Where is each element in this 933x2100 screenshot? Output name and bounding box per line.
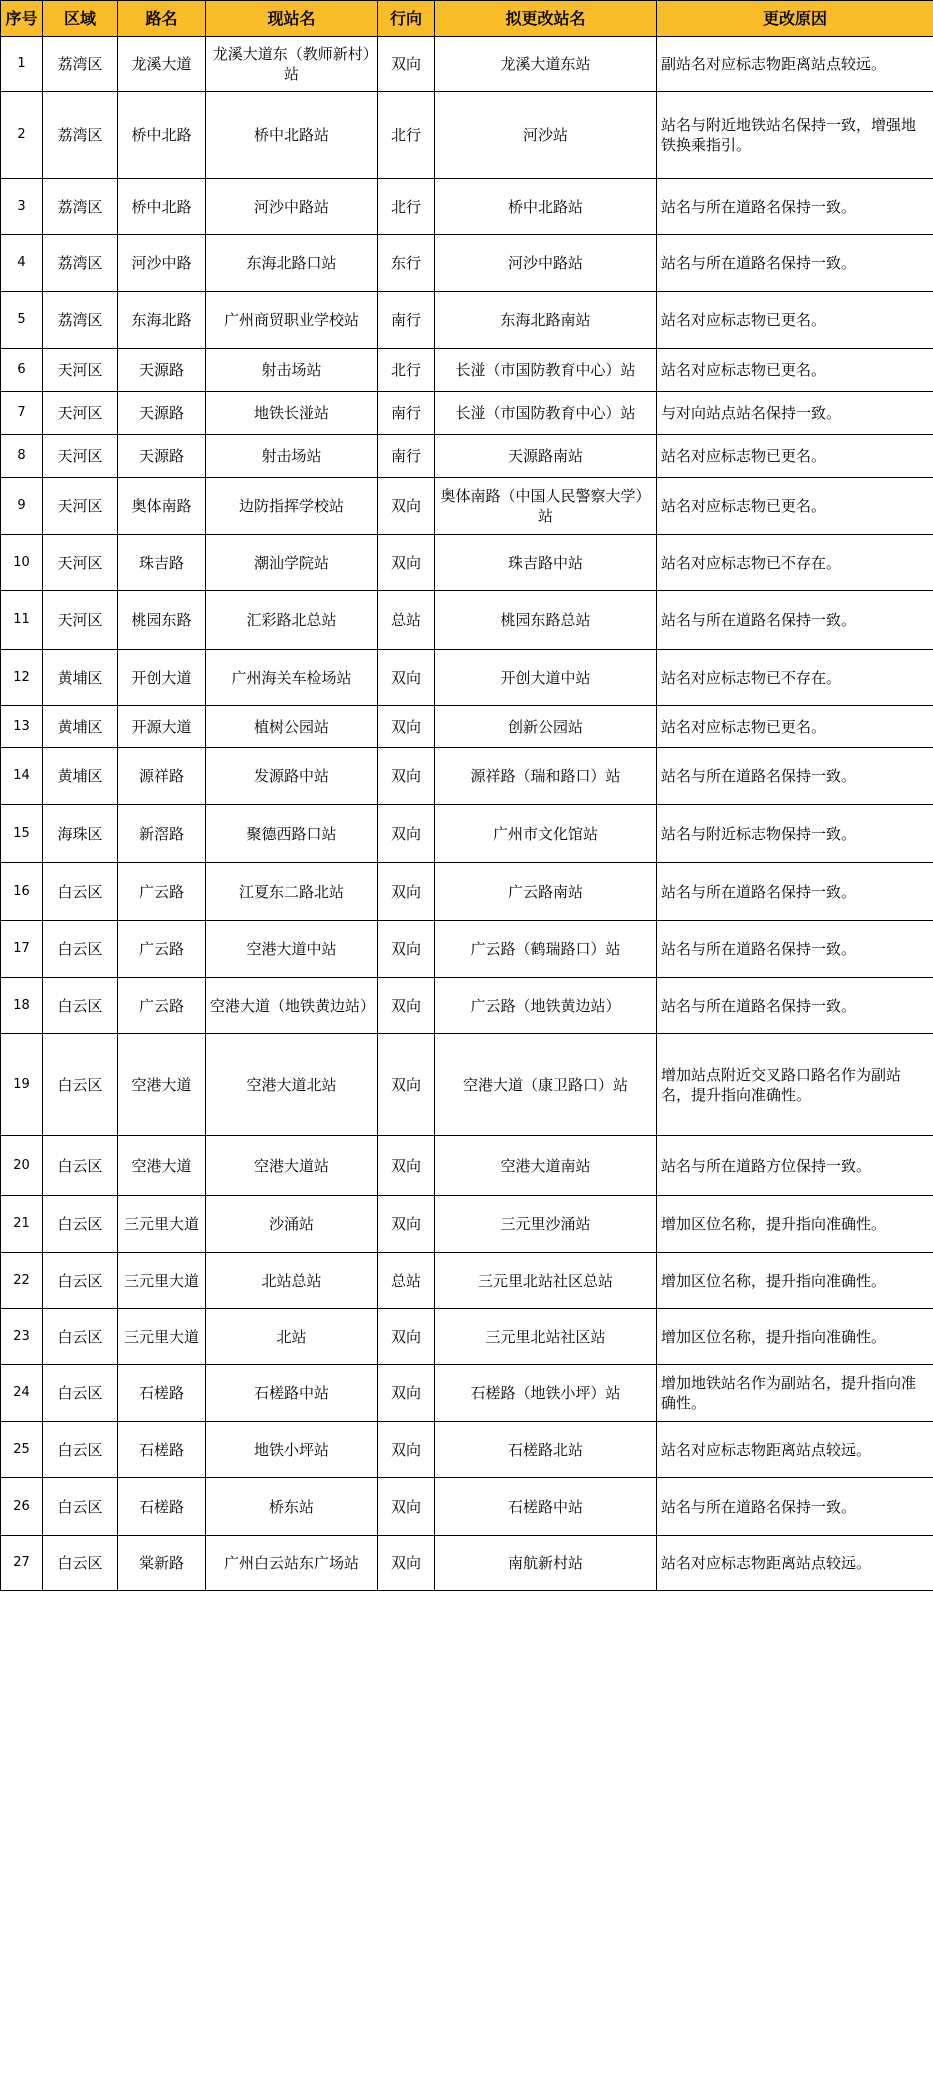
table-row (1, 1253, 933, 1309)
district-cell: 荔湾区 (43, 235, 118, 292)
current-station-cell: 桥中北路站 (206, 92, 378, 179)
reason-cell: 站名对应标志物已更名。 (657, 292, 933, 349)
seq-cell: 17 (1, 921, 43, 978)
reason-cell: 站名与所在道路名保持一致。 (657, 978, 933, 1034)
table-row (1, 535, 933, 591)
direction-cell: 双向 (378, 1536, 435, 1591)
table-row (1, 292, 933, 349)
direction-cell: 双向 (378, 1136, 435, 1196)
direction-cell: 双向 (378, 1309, 435, 1365)
seq-cell: 9 (1, 478, 43, 535)
reason-cell: 站名与附近标志物保持一致。 (657, 805, 933, 863)
road-cell: 三元里大道 (118, 1253, 206, 1309)
seq-cell: 18 (1, 978, 43, 1034)
seq-cell: 6 (1, 349, 43, 392)
direction-cell: 双向 (378, 37, 435, 92)
seq-cell: 2 (1, 92, 43, 179)
road-cell: 棠新路 (118, 1536, 206, 1591)
seq-cell: 25 (1, 1422, 43, 1478)
current-station-cell: 空港大道站 (206, 1136, 378, 1196)
district-cell: 荔湾区 (43, 179, 118, 235)
direction-cell: 北行 (378, 92, 435, 179)
table-row (1, 978, 933, 1034)
table-row (1, 591, 933, 650)
current-station-cell: 空港大道北站 (206, 1034, 378, 1136)
direction-cell: 双向 (378, 863, 435, 921)
proposed-station-cell: 河沙站 (435, 92, 657, 179)
proposed-station-cell: 长湴（市国防教育中心）站 (435, 392, 657, 435)
district-cell: 白云区 (43, 1034, 118, 1136)
proposed-station-cell: 石槎路北站 (435, 1422, 657, 1478)
seq-cell: 23 (1, 1309, 43, 1365)
direction-cell: 总站 (378, 591, 435, 650)
seq-cell: 24 (1, 1365, 43, 1422)
seq-cell: 15 (1, 805, 43, 863)
table-row (1, 1422, 933, 1478)
proposed-station-cell: 河沙中路站 (435, 235, 657, 292)
table-row (1, 179, 933, 235)
table-row (1, 1365, 933, 1422)
district-cell: 黄埔区 (43, 748, 118, 805)
seq-cell: 16 (1, 863, 43, 921)
direction-cell: 双向 (378, 921, 435, 978)
proposed-station-cell: 源祥路（瑞和路口）站 (435, 748, 657, 805)
road-cell: 龙溪大道 (118, 37, 206, 92)
proposed-station-cell: 广州市文化馆站 (435, 805, 657, 863)
proposed-station-cell: 石槎路中站 (435, 1478, 657, 1536)
seq-cell: 20 (1, 1136, 43, 1196)
road-cell: 开创大道 (118, 650, 206, 706)
current-station-cell: 边防指挥学校站 (206, 478, 378, 535)
seq-cell: 8 (1, 435, 43, 478)
reason-cell: 站名与所在道路名保持一致。 (657, 591, 933, 650)
district-cell: 白云区 (43, 1422, 118, 1478)
seq-header: 序号 (1, 1, 43, 37)
seq-cell: 21 (1, 1196, 43, 1253)
road-cell: 桥中北路 (118, 179, 206, 235)
seq-cell: 5 (1, 292, 43, 349)
road-cell: 空港大道 (118, 1136, 206, 1196)
district-cell: 白云区 (43, 1196, 118, 1253)
table-row (1, 1478, 933, 1536)
seq-cell: 22 (1, 1253, 43, 1309)
current-station-cell: 植树公园站 (206, 706, 378, 748)
seq-cell: 13 (1, 706, 43, 748)
current-station-cell: 空港大道（地铁黄边站） (206, 978, 378, 1034)
district-cell: 天河区 (43, 435, 118, 478)
road-cell: 桃园东路 (118, 591, 206, 650)
reason-cell: 站名与所在道路名保持一致。 (657, 921, 933, 978)
seq-cell: 10 (1, 535, 43, 591)
road-cell: 天源路 (118, 435, 206, 478)
district-header: 区域 (43, 1, 118, 37)
road-cell: 新滘路 (118, 805, 206, 863)
district-cell: 荔湾区 (43, 92, 118, 179)
table-row (1, 235, 933, 292)
road-cell: 广云路 (118, 863, 206, 921)
reason-cell: 站名与所在道路名保持一致。 (657, 235, 933, 292)
table-row (1, 748, 933, 805)
reason-cell: 增加区位名称，提升指向准确性。 (657, 1309, 933, 1365)
seq-cell: 12 (1, 650, 43, 706)
district-cell: 荔湾区 (43, 37, 118, 92)
seq-cell: 4 (1, 235, 43, 292)
proposed-station-cell: 长湴（市国防教育中心）站 (435, 349, 657, 392)
table-header (1, 1, 933, 37)
direction-cell: 北行 (378, 179, 435, 235)
reason-cell: 站名对应标志物已更名。 (657, 349, 933, 392)
table-row (1, 1196, 933, 1253)
current-station-cell: 河沙中路站 (206, 179, 378, 235)
header-row (1, 1, 933, 37)
direction-cell: 总站 (378, 1253, 435, 1309)
current-station-cell: 射击场站 (206, 435, 378, 478)
district-cell: 天河区 (43, 478, 118, 535)
direction-cell: 双向 (378, 1196, 435, 1253)
district-cell: 白云区 (43, 1136, 118, 1196)
road-cell: 石槎路 (118, 1422, 206, 1478)
direction-cell: 双向 (378, 805, 435, 863)
proposed-station-cell: 珠吉路中站 (435, 535, 657, 591)
reason-cell: 站名对应标志物已不存在。 (657, 535, 933, 591)
current-station-cell: 地铁小坪站 (206, 1422, 378, 1478)
direction-cell: 双向 (378, 1478, 435, 1536)
reason-cell: 增加站点附近交叉路口路名作为副站名，提升指向准确性。 (657, 1034, 933, 1136)
proposed-station-cell: 天源路南站 (435, 435, 657, 478)
road-cell: 广云路 (118, 921, 206, 978)
direction-cell: 双向 (378, 478, 435, 535)
reason-cell: 站名对应标志物已不存在。 (657, 650, 933, 706)
current-station-cell: 桥东站 (206, 1478, 378, 1536)
current-station-cell: 龙溪大道东（教师新村）站 (206, 37, 378, 92)
road-cell: 珠吉路 (118, 535, 206, 591)
table-row (1, 1034, 933, 1136)
district-cell: 白云区 (43, 921, 118, 978)
road-cell: 桥中北路 (118, 92, 206, 179)
direction-cell: 双向 (378, 978, 435, 1034)
road-cell: 空港大道 (118, 1034, 206, 1136)
proposed-station-cell: 开创大道中站 (435, 650, 657, 706)
road-cell: 广云路 (118, 978, 206, 1034)
road-cell: 天源路 (118, 392, 206, 435)
proposed-station-cell: 东海北路南站 (435, 292, 657, 349)
reason-cell: 站名与所在道路名保持一致。 (657, 1478, 933, 1536)
table-row (1, 92, 933, 179)
direction-cell: 双向 (378, 706, 435, 748)
proposed-station-header: 拟更改站名 (435, 1, 657, 37)
reason-header: 更改原因 (657, 1, 933, 37)
current-station-cell: 潮汕学院站 (206, 535, 378, 591)
current-station-cell: 沙涌站 (206, 1196, 378, 1253)
table-row (1, 1536, 933, 1591)
current-station-cell: 石槎路中站 (206, 1365, 378, 1422)
proposed-station-cell: 南航新村站 (435, 1536, 657, 1591)
table-row (1, 650, 933, 706)
reason-cell: 增加区位名称，提升指向准确性。 (657, 1196, 933, 1253)
district-cell: 黄埔区 (43, 650, 118, 706)
seq-cell: 27 (1, 1536, 43, 1591)
direction-cell: 双向 (378, 1422, 435, 1478)
district-cell: 天河区 (43, 591, 118, 650)
district-cell: 天河区 (43, 349, 118, 392)
table-row (1, 921, 933, 978)
current-station-cell: 地铁长湴站 (206, 392, 378, 435)
current-station-cell: 北站 (206, 1309, 378, 1365)
reason-cell: 增加区位名称，提升指向准确性。 (657, 1253, 933, 1309)
current-station-cell: 汇彩路北总站 (206, 591, 378, 650)
reason-cell: 站名对应标志物已更名。 (657, 435, 933, 478)
current-station-cell: 江夏东二路北站 (206, 863, 378, 921)
table-row (1, 349, 933, 392)
road-cell: 天源路 (118, 349, 206, 392)
reason-cell: 站名与所在道路名保持一致。 (657, 748, 933, 805)
direction-cell: 双向 (378, 650, 435, 706)
road-cell: 石槎路 (118, 1365, 206, 1422)
road-cell: 东海北路 (118, 292, 206, 349)
district-cell: 天河区 (43, 392, 118, 435)
proposed-station-cell: 空港大道南站 (435, 1136, 657, 1196)
road-cell: 石槎路 (118, 1478, 206, 1536)
reason-cell: 站名与附近地铁站名保持一致，增强地铁换乘指引。 (657, 92, 933, 179)
road-cell: 三元里大道 (118, 1309, 206, 1365)
district-cell: 天河区 (43, 535, 118, 591)
district-cell: 黄埔区 (43, 706, 118, 748)
proposed-station-cell: 空港大道（康卫路口）站 (435, 1034, 657, 1136)
direction-cell: 南行 (378, 435, 435, 478)
current-station-cell: 射击场站 (206, 349, 378, 392)
table-row (1, 392, 933, 435)
direction-cell: 东行 (378, 235, 435, 292)
table-row (1, 863, 933, 921)
road-cell: 奥体南路 (118, 478, 206, 535)
seq-cell: 19 (1, 1034, 43, 1136)
district-cell: 白云区 (43, 978, 118, 1034)
direction-cell: 南行 (378, 392, 435, 435)
current-station-cell: 聚德西路口站 (206, 805, 378, 863)
road-cell: 三元里大道 (118, 1196, 206, 1253)
district-cell: 白云区 (43, 1478, 118, 1536)
table-row (1, 1136, 933, 1196)
reason-cell: 站名对应标志物距离站点较远。 (657, 1422, 933, 1478)
direction-cell: 双向 (378, 1034, 435, 1136)
direction-cell: 双向 (378, 1365, 435, 1422)
seq-cell: 3 (1, 179, 43, 235)
proposed-station-cell: 龙溪大道东站 (435, 37, 657, 92)
district-cell: 荔湾区 (43, 292, 118, 349)
current-station-cell: 广州白云站东广场站 (206, 1536, 378, 1591)
reason-cell: 站名对应标志物距离站点较远。 (657, 1536, 933, 1591)
direction-cell: 北行 (378, 349, 435, 392)
road-cell: 河沙中路 (118, 235, 206, 292)
district-cell: 白云区 (43, 1536, 118, 1591)
proposed-station-cell: 石槎路（地铁小坪）站 (435, 1365, 657, 1422)
district-cell: 白云区 (43, 1365, 118, 1422)
reason-cell: 站名对应标志物已更名。 (657, 706, 933, 748)
proposed-station-cell: 广云路南站 (435, 863, 657, 921)
current-station-cell: 发源路中站 (206, 748, 378, 805)
table-row (1, 706, 933, 748)
proposed-station-cell: 三元里沙涌站 (435, 1196, 657, 1253)
seq-cell: 7 (1, 392, 43, 435)
proposed-station-cell: 广云路（鹤瑞路口）站 (435, 921, 657, 978)
district-cell: 白云区 (43, 1309, 118, 1365)
reason-cell: 站名与所在道路名保持一致。 (657, 863, 933, 921)
reason-cell: 站名对应标志物已更名。 (657, 478, 933, 535)
proposed-station-cell: 奥体南路（中国人民警察大学）站 (435, 478, 657, 535)
current-station-cell: 东海北路口站 (206, 235, 378, 292)
current-station-cell: 广州商贸职业学校站 (206, 292, 378, 349)
direction-header: 行向 (378, 1, 435, 37)
reason-cell: 副站名对应标志物距离站点较远。 (657, 37, 933, 92)
current-station-cell: 广州海关车检场站 (206, 650, 378, 706)
table-row (1, 1309, 933, 1365)
direction-cell: 双向 (378, 535, 435, 591)
proposed-station-cell: 桃园东路总站 (435, 591, 657, 650)
proposed-station-cell: 三元里北站社区站 (435, 1309, 657, 1365)
seq-cell: 14 (1, 748, 43, 805)
table-body (1, 37, 933, 1591)
proposed-station-cell: 广云路（地铁黄边站） (435, 978, 657, 1034)
district-cell: 白云区 (43, 1253, 118, 1309)
reason-cell: 增加地铁站名作为副站名，提升指向准确性。 (657, 1365, 933, 1422)
district-cell: 海珠区 (43, 805, 118, 863)
table-row (1, 478, 933, 535)
table-row (1, 805, 933, 863)
direction-cell: 南行 (378, 292, 435, 349)
proposed-station-cell: 创新公园站 (435, 706, 657, 748)
seq-cell: 1 (1, 37, 43, 92)
road-cell: 开源大道 (118, 706, 206, 748)
district-cell: 白云区 (43, 863, 118, 921)
table-row (1, 37, 933, 92)
seq-cell: 11 (1, 591, 43, 650)
current-station-cell: 北站总站 (206, 1253, 378, 1309)
table-row (1, 435, 933, 478)
road-cell: 源祥路 (118, 748, 206, 805)
road-header: 路名 (118, 1, 206, 37)
proposed-station-cell: 桥中北路站 (435, 179, 657, 235)
direction-cell: 双向 (378, 748, 435, 805)
reason-cell: 站名与所在道路名保持一致。 (657, 179, 933, 235)
current-station-cell: 空港大道中站 (206, 921, 378, 978)
seq-cell: 26 (1, 1478, 43, 1536)
proposed-station-cell: 三元里北站社区总站 (435, 1253, 657, 1309)
current-station-header: 现站名 (206, 1, 378, 37)
reason-cell: 与对向站点站名保持一致。 (657, 392, 933, 435)
reason-cell: 站名与所在道路方位保持一致。 (657, 1136, 933, 1196)
